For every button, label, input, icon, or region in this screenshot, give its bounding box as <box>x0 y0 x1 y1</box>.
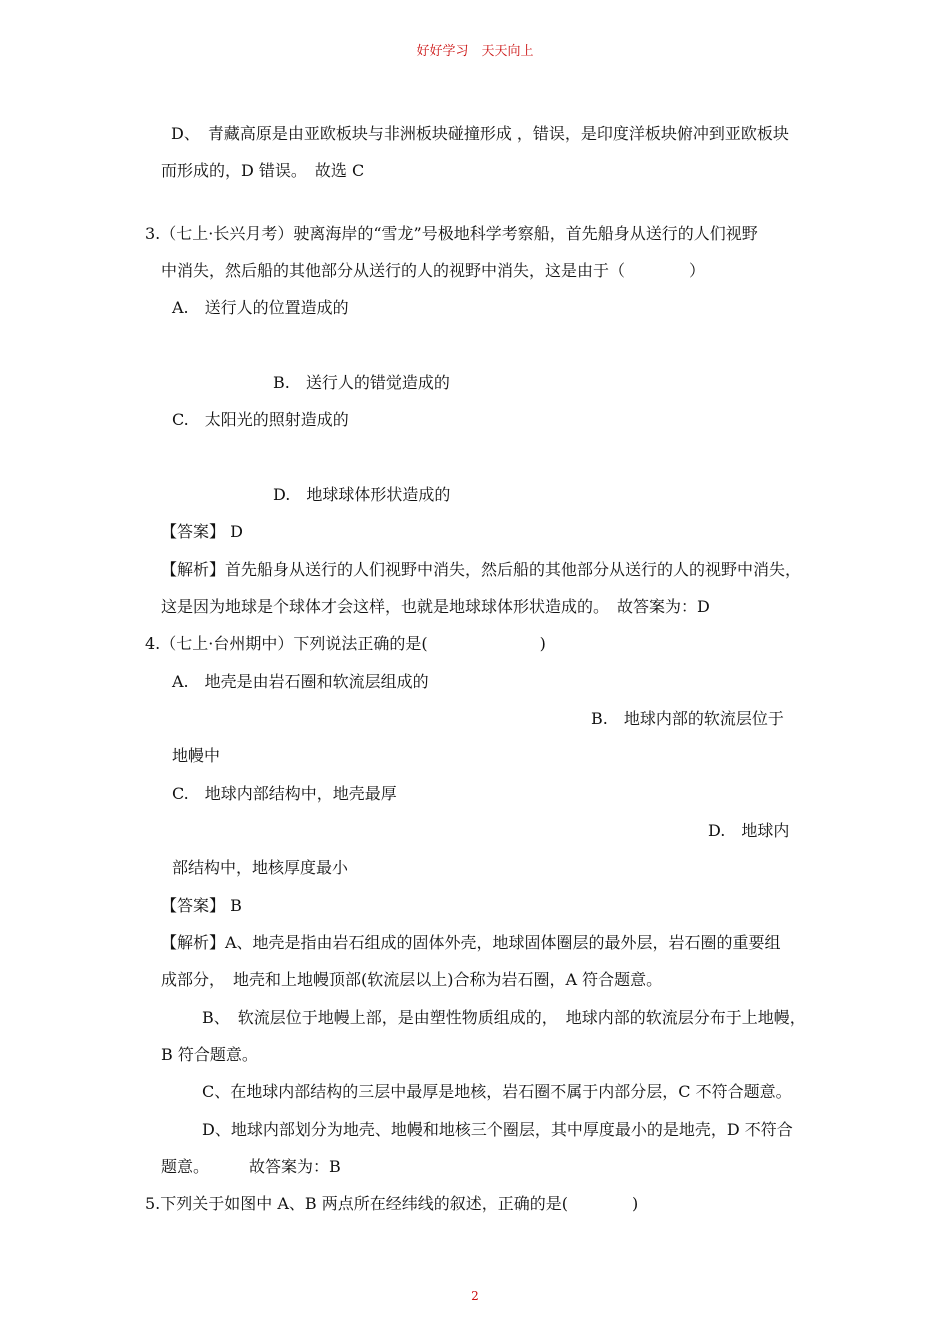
answer-line: 【答案】 D <box>161 522 243 541</box>
text-line: D、 青藏高原是由亚欧板块与非洲板块碰撞形成 ，错误，是印度洋板块俯冲到亚欧板块 <box>171 124 789 143</box>
option-a: A. 送行人的位置造成的 <box>172 298 349 317</box>
analysis-line: 【解析】首先船身从送行的人们视野中消失，然后船的其他部分从送行的人的视野中消失， <box>161 560 802 579</box>
analysis-line: 【解析】A、地壳是指由岩石组成的固体外壳，地球固体圈层的最外层，岩石圈的重要组 <box>161 933 781 952</box>
option-b-continued: 地幔中 <box>172 746 221 765</box>
option-d-continued: 部结构中，地核厚度最小 <box>172 858 349 877</box>
option-d: D. 地球内 <box>708 821 790 840</box>
analysis-line: C、在地球内部结构的三层中最厚是地核，岩石圈不属于内部分层，C 不符合题意。 <box>202 1082 792 1101</box>
page-header: 好好学习 天天向上 <box>416 44 534 59</box>
page-number: 2 <box>471 1289 479 1303</box>
question-5-line: 5.下列关于如图中 A、B 两点所在经纬线的叙述，正确的是( ) <box>145 1194 639 1213</box>
option-c: C. 太阳光的照射造成的 <box>172 410 349 429</box>
analysis-line: 这是因为地球是个球体才会这样，也就是地球球体形状造成的。 故答案为：D <box>161 597 710 616</box>
question-3-line: 3.（七上·长兴月考）驶离海岸的“雪龙”号极地科学考察船，首先船身从送行的人们视野 <box>145 224 758 243</box>
option-a: A. 地壳是由岩石圈和软流层组成的 <box>172 672 429 691</box>
option-d: D. 地球球体形状造成的 <box>273 485 451 504</box>
analysis-line: B、 软流层位于地幔上部，是由塑性物质组成的， 地球内部的软流层分布于上地幔， <box>202 1008 806 1027</box>
option-b: B. 送行人的错觉造成的 <box>273 373 450 392</box>
text-line: 而形成的，D 错误。 故选 C <box>161 161 365 180</box>
analysis-line: 题意。 故答案为：B <box>161 1157 341 1176</box>
answer-line: 【答案】 B <box>161 896 242 915</box>
analysis-line: B 符合题意。 <box>161 1045 258 1064</box>
analysis-line: D、地球内部划分为地壳、地幔和地核三个圈层，其中厚度最小的是地壳，D 不符合 <box>202 1120 793 1139</box>
question-4-line: 4.（七上·台州期中）下列说法正确的是( ) <box>145 634 546 653</box>
option-c: C. 地球内部结构中，地壳最厚 <box>172 784 397 803</box>
question-3-line: 中消失，然后船的其他部分从送行的人的视野中消失，这是由于（ ） <box>161 261 706 280</box>
analysis-line: 成部分， 地壳和上地幔顶部(软流层以上)合称为岩石圈，A 符合题意。 <box>161 970 663 989</box>
option-b: B. 地球内部的软流层位于 <box>591 709 784 728</box>
